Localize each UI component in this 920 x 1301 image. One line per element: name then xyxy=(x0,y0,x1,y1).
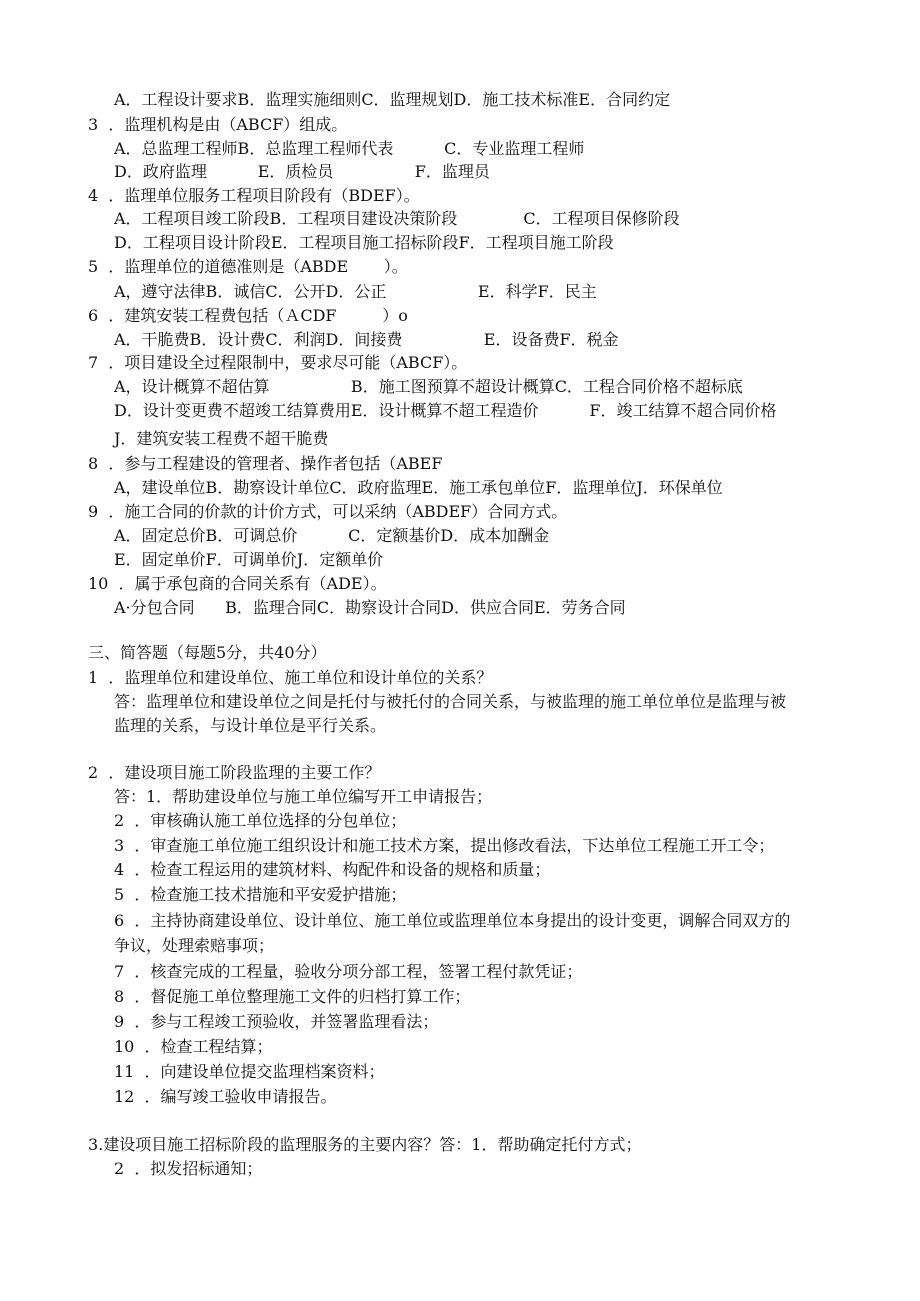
sa-answer-2-item: 4 ．检查工程运用的建筑材料、构配件和设备的规格和质量； xyxy=(114,860,551,879)
q7-options-line-1: A，设计概算不超估算 B．施工图预算不超设计概算C．工程合同价格不超标底 xyxy=(114,377,743,396)
q3-options-line-1: A．总监理工程师B．总监理工程师代表 C．专业监理工程师 xyxy=(114,139,585,158)
question-7: 7 ．项目建设全过程限制中，要求尽可能（ABCF）。 xyxy=(88,353,468,372)
sa-answer-2-item: 10 ．检查工程结算； xyxy=(114,1037,273,1056)
sa-question-3: 3.建设项目施工招标阶段的监理服务的主要内容？答：1．帮助确定托付方式； xyxy=(88,1135,642,1154)
sa-answer-2-item: 6 ．主持协商建设单位、设计单位、施工单位或监理单位本身提出的设计变更，调解合同双方的 xyxy=(114,911,791,930)
q5-options-line-1: A，遵守法律B．诚信C．公开D．公正 E．科学F．民主 xyxy=(114,282,597,301)
sa-answer-2-item: 5 ．检查施工技术措施和平安爱护措施； xyxy=(114,885,407,904)
q8-options-line-1: A，建设单位B．勘察设计单位C．政府监理E．施工承包单位F．监理单位J．环保单位 xyxy=(114,478,723,497)
section-3-title: 三、简答题（每题5分，共40分） xyxy=(88,643,327,662)
sa-answer-2-item: 答：1．帮助建设单位与施工单位编写开工申请报告； xyxy=(114,787,493,806)
question-4: 4 ．监理单位服务工程项目阶段有（BDEF）。 xyxy=(88,186,420,205)
sa-answer-1-line-2: 监理的关系，与设计单位是平行关系。 xyxy=(114,716,387,735)
q4-options-line-1: A．工程项目竣工阶段B．工程项目建设决策阶段 C．工程项目保修阶段 xyxy=(114,209,680,228)
sa-answer-2-item: 12 ．编写竣工验收申请报告。 xyxy=(114,1087,337,1106)
q10-options-line-1: A·分包合同 B．监理合同C．勘察设计合同D．供应合同E．劳务合同 xyxy=(114,598,626,617)
sa-question-2: 2 ．建设项目施工阶段监理的主要工作？ xyxy=(88,763,381,782)
sa-answer-2-item: 2 ．审核确认施工单位选择的分包单位； xyxy=(114,811,407,830)
q3-options-line-2: D．政府监理 E．质检员 F．监理员 xyxy=(114,162,490,181)
q6-options-line-1: A．干脆费B．设计费C．利润D．间接费 E．设备费F．税金 xyxy=(114,330,619,349)
question-3: 3 ．监理机构是由（ABCF）组成。 xyxy=(88,115,348,134)
q4-options-line-2: D．工程项目设计阶段E．工程项目施工招标阶段F．工程项目施工阶段 xyxy=(114,233,614,252)
question-8: 8 ．参与工程建设的管理者、操作者包括（ABEF xyxy=(88,454,443,473)
sa-question-1: 1 ．监理单位和建设单位、施工单位和设计单位的关系？ xyxy=(88,668,493,687)
sa-answer-1-line-1: 答：监理单位和建设单位之间是托付与被托付的合同关系，与被监理的施工单位单位是监理与被 xyxy=(114,692,787,711)
q2-options-line-1: A．工程设计要求B．监理实施细则C．监理规划D．施工技术标准E．合同约定 xyxy=(114,90,671,109)
q9-options-line-1: A．固定总价B．可调总价 C．定额基价D．成本加酬金 xyxy=(114,526,550,545)
question-6: 6 ．建筑安装工程费包括（ＡCDF ）o xyxy=(88,306,408,325)
sa-answer-2-item: 8 ．督促施工单位整理施工文件的归档打算工作； xyxy=(114,987,471,1006)
sa-answer-3-item: 2 ．拟发招标通知； xyxy=(114,1159,263,1178)
sa-answer-2-item: 9 ．参与工程竣工预验收，并签署监理看法； xyxy=(114,1012,439,1031)
sa-answer-2-item: 争议，处理索赔事项； xyxy=(114,936,275,955)
question-10: 10 ．属于承包商的合同关系有（ADE）。 xyxy=(88,574,387,593)
q7-options-line-2: D．设计变更费不超竣工结算费用E．设计概算不超工程造价 F．竣工结算不超合同价格 xyxy=(114,401,777,420)
sa-answer-2-item: 3 ．审查施工单位施工组织设计和施工技术方案，提出修改看法，下达单位工程施工开工令； xyxy=(114,836,775,855)
question-9: 9 ．施工合同的价款的计价方式，可以采纳（ABDEF）合同方式。 xyxy=(88,502,568,521)
q7-options-line-3: J．建筑安装工程费不超干脆费 xyxy=(114,429,329,448)
sa-answer-2-item: 7 ．核查完成的工程量，验收分项分部工程，签署工程付款凭证； xyxy=(114,962,583,981)
q9-options-line-2: E．固定单价F．可调单价J．定额单价 xyxy=(114,550,384,569)
sa-answer-2-item: 11 ．向建设单位提交监理档案资料； xyxy=(114,1062,385,1081)
question-5: 5 ．监理单位的道德准则是（ABDE ）。 xyxy=(88,257,408,276)
